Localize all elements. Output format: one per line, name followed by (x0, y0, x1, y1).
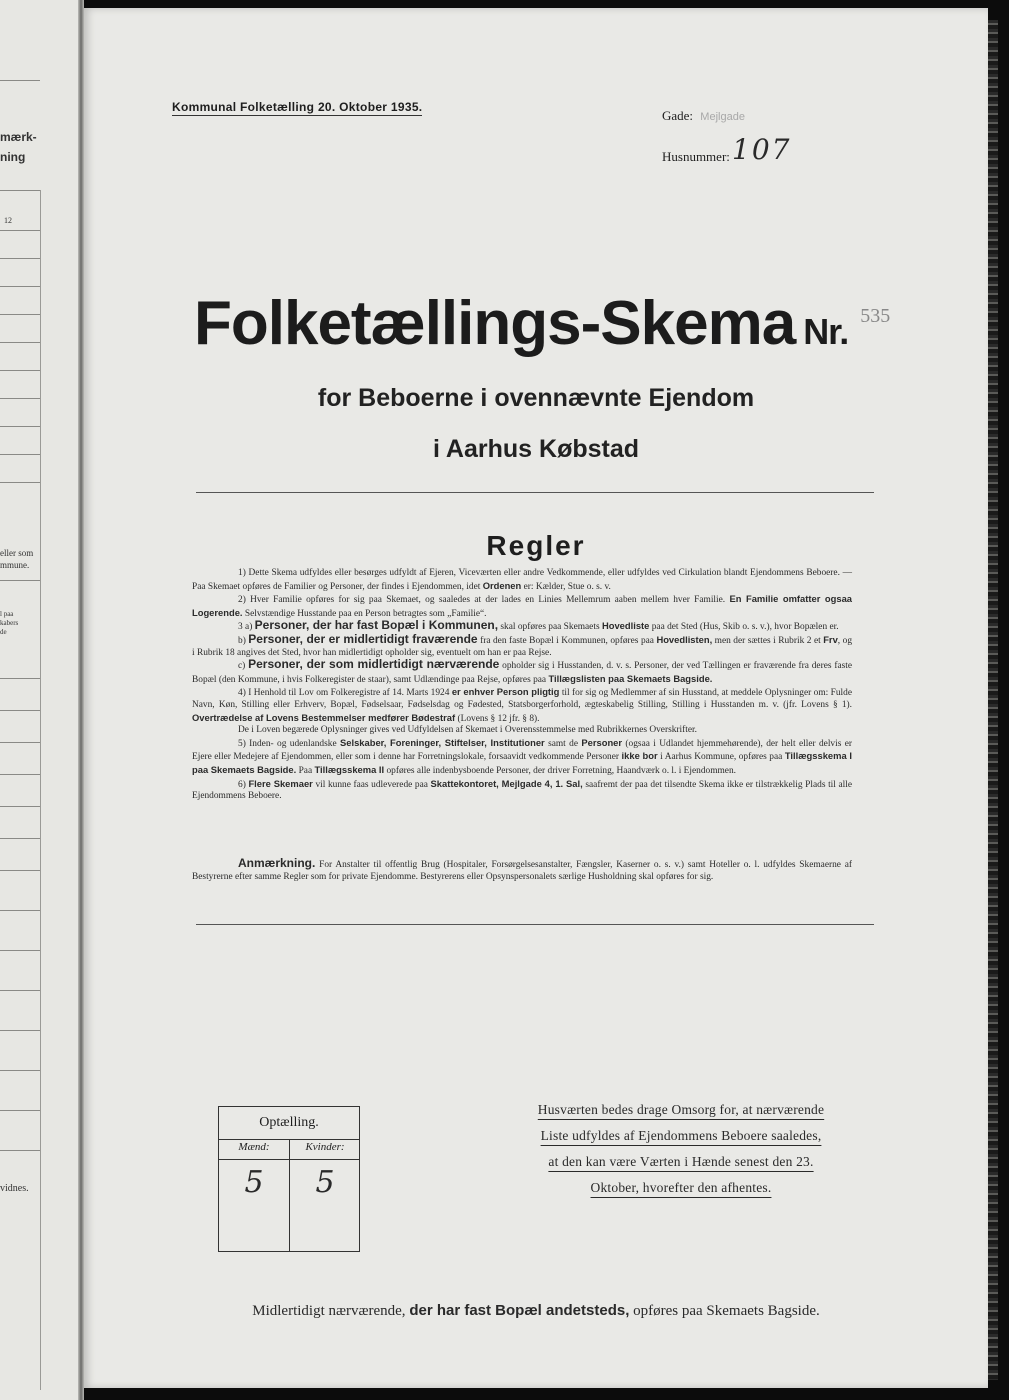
count-box (218, 1106, 360, 1252)
left-page-rule (0, 950, 40, 951)
landlord-instructions (516, 1103, 846, 1207)
footer-note (84, 1302, 988, 1320)
left-page-rule (0, 482, 40, 483)
left-page-rule (0, 580, 40, 581)
left-page-rule (0, 190, 40, 191)
left-page-rule (0, 258, 40, 259)
left-page-fragment: vidnes. (0, 1183, 29, 1194)
instruction-line: Husværten bedes drage Omsorg for, at nærværende (537, 1102, 825, 1117)
rule-6: 6) Flere Skemaer vil kunne faas udleverede paa Skattekontoret, Mejlgade 4, 1. Sal, saafremt der paa det tilsendte Skema ikke er tilstrækkelig Plads til alle Ejendommens Beboere. (192, 777, 853, 802)
rule-2: 2) Hver Familie opføres for sig paa Skemaet, og saaledes at der lades en Linies Mellemrum aaben mellem hver Familie. En Familie omfatter ogsaa Logerende. Selvstændige Husstande paa en Person betragtes som „Familie“. (192, 593, 852, 619)
form-subtitle-1: for Beboerne i ovennævnte Ejendom (317, 384, 755, 412)
form-title (194, 288, 894, 359)
women-count: 5 (315, 1165, 335, 1200)
left-page-fragment: 12 (4, 216, 12, 225)
count-label-rule (290, 1159, 360, 1160)
rules-heading: Regler (486, 530, 586, 561)
husnummer-value: 107 (732, 133, 792, 166)
instruction-line: Liste udfyldes af Ejendommens Beboere saaledes, (540, 1128, 822, 1143)
left-page-column-line (40, 190, 41, 1390)
men-label: Mænd: (238, 1141, 270, 1153)
left-page-rule (0, 314, 40, 315)
women-label: Kvinder: (305, 1141, 345, 1153)
left-page-fragment: kabers (0, 619, 19, 627)
left-page-rule (0, 230, 40, 231)
instruction-line: at den kan være Værten i Hænde senest den 23. (548, 1154, 814, 1169)
form-nr-label: Nr. (803, 311, 849, 352)
instruction-line: Oktober, hvorefter den afhentes. (590, 1180, 772, 1195)
footer-part: Midlertidigt nærværende, (252, 1303, 406, 1319)
left-page-fragment: ning (0, 150, 26, 164)
rule-1: 1) Dette Skema udfyldes eller besørges udfyldt af Ejeren, Viceværten eller andre Vedkommende, eller udfyldes ved Cirkulation blandt Ejendommens Beboere. — Paa Skemaet opføres de Familier og Personer, der findes i Ejendommen, idet Ordenen er: Kælder, Stue o. s. v. (192, 568, 852, 592)
rule-3b: b) Personer, der er midlertidigt fraværende fra den faste Bopæl i Kommunen, opføres paa Hovedlisten, men der sættes i Rubrik 2 et Frv, og i Rubrik 18 angives det Sted, hvor han midlertidigt opholder sig, eventuelt om han er paa Rejse. (192, 631, 852, 658)
left-page-rule (0, 370, 40, 371)
left-page-fragment: mmune. (0, 560, 30, 570)
husnummer-label: Husnummer: (662, 149, 730, 164)
census-header: Kommunal Folketælling 20. Oktober 1935. (172, 100, 423, 114)
left-page-rule (0, 838, 40, 839)
left-page-rule (0, 1110, 40, 1111)
rule-5: 5) Inden- og udenlandske Selskaber, Foreninger, Stiftelser, Institutioner samt de Personer (ogsaa i Udlandet hjemmehørende), der helt eller delvis er Ejere eller Medejere af Ejendommen, eller som i denne har Forretningslokale, forsaavidt vedkommende Personer ikke bor i Aarhus Kommune, opføres paa Tillægsskema I paa Skemaets Bagside. Paa Tillægsskema II opføres alle indenbysboende Personer, der driver Forretning, Haandværk o. l. i Ejendommen. (192, 736, 853, 776)
left-page-fragment: eller som (0, 548, 34, 558)
gade-value: Mejlgade (700, 111, 745, 123)
footer-part: opføres paa Skemaets Bagside. (633, 1303, 820, 1319)
husnummer-field (662, 133, 792, 166)
men-count: 5 (244, 1165, 264, 1200)
left-page-rule (0, 80, 40, 81)
left-page-rule (0, 454, 40, 455)
divider (196, 924, 874, 925)
anmaerkning (192, 858, 852, 884)
left-page-fragment: de (0, 628, 7, 636)
left-page-rule (0, 774, 40, 775)
left-page-rule (0, 1070, 40, 1071)
anmaerkning-text: For Anstalter til offentlig Brug (Hospitaler, Forsørgelsesanstalter, Fængsler, Kaserner o. s. v.) samt Hoteller o. l. udfyldes Skemaerne af Bestyrerne efter samme Regler som for private Ejendomme. Bestyrerens eller Opsynspersonalets særlige Husholdning skal opføres for sig. (192, 860, 853, 882)
gade-field (662, 108, 745, 124)
anmaerkning-heading: Anmærkning. (238, 856, 316, 870)
left-page-rule (0, 1150, 40, 1151)
left-page-fragment: mærk- (0, 130, 37, 144)
rule-4-note: De i Loven begærede Oplysninger gives ved Udfyldelsen af Skemaet i Overensstemmelse med Rubrikkernes Overskrifter. (238, 725, 697, 736)
left-page-rule (0, 678, 40, 679)
left-page-fragment: l paa (0, 610, 14, 618)
form-nr-value: 535 (860, 305, 891, 327)
count-box-heading: Optælling. (219, 1107, 359, 1140)
count-label-rule (219, 1159, 289, 1160)
footer-part-bold: der har fast Bopæl andetsteds, (409, 1302, 630, 1319)
left-page-rule (0, 1030, 40, 1031)
rule-4: 4) I Henhold til Lov om Folkeregistre af 14. Marts 1924 er enhver Person pligtig til for sig og Medlemmer af sin Husstand, at meddele Oplysninger om: Fulde Navn, Køn, Stilling eller Erhverv, Bopæl, Fødselsaar, Fødselsdag og Fødested, Statsborgerforhold, ægteskabelig Stilling, Stilling i Husstanden m. v. (jfr. Lovens § 1). Overtrædelse af Lovens Bestemmelser medfører Bødestraf (Lovens § 12 jfr. § 8). (192, 686, 853, 724)
left-facing-page (0, 0, 80, 1400)
left-page-rule (0, 990, 40, 991)
left-page-rule (0, 426, 40, 427)
left-page-rule (0, 910, 40, 911)
left-page-rule (0, 342, 40, 343)
page-stack-edge (988, 20, 998, 1380)
left-page-rule (0, 742, 40, 743)
rule-3c: c) Personer, der som midlertidigt nærværende opholder sig i Husstanden, d. v. s. Personer, der ved Tællingen er fraværende fra deres faste Bopæl (den Kommune, i hvis Folkeregister de staar), samt Udlændinge paa Rejse, opføres paa Tillægslisten paa Skemaets Bagside. (192, 657, 853, 685)
count-column-men (219, 1139, 290, 1251)
left-page-rule (0, 806, 40, 807)
left-page-rule (0, 398, 40, 399)
divider (196, 492, 874, 493)
census-form-page (84, 8, 988, 1388)
gade-label: Gade: (662, 108, 694, 123)
count-column-women (290, 1139, 360, 1251)
rules-text (192, 568, 852, 803)
left-page-rule (0, 286, 40, 287)
left-page-rule (0, 870, 40, 871)
form-subtitle-2: i Aarhus Købstad (432, 435, 640, 463)
form-title-main: Folketællings-Skema (194, 289, 796, 358)
rule-3a: 3 a) Personer, der har fast Bopæl i Kommunen, skal opføres paa Skemaets Hovedliste paa det Sted (Hus, Skib o. s. v.), hvor Bopælen er. (238, 618, 839, 633)
left-page-rule (0, 710, 40, 711)
